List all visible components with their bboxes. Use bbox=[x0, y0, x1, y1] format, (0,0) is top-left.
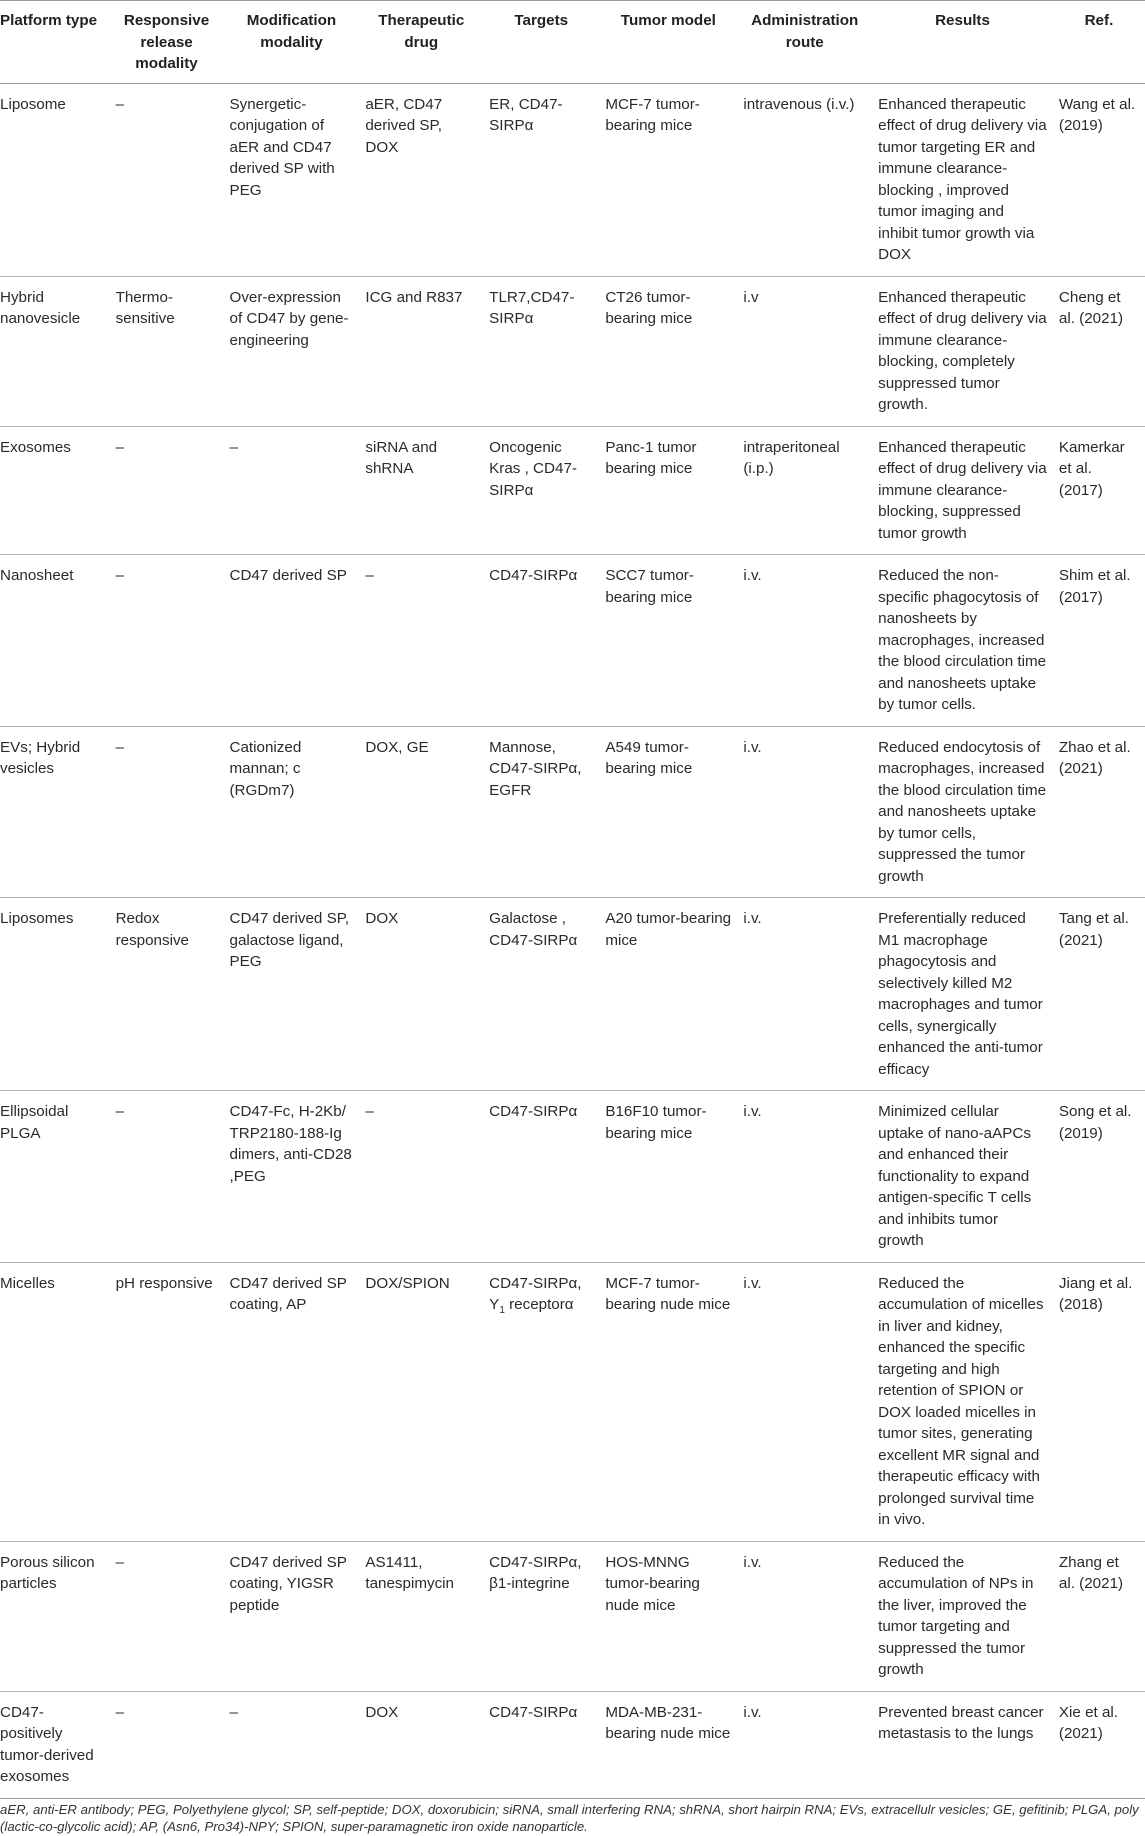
cell-modification: – bbox=[229, 1703, 238, 1721]
cell-model: SCC7 tumor-bearing mice bbox=[599, 555, 737, 727]
targets-text-suffix: receptorα bbox=[504, 1296, 574, 1313]
header-tumor-model: Tumor model bbox=[599, 1, 737, 84]
cell-results: Preferentially reduced M1 macrophage phagocytosis and selectively killed M2 macrophages and tumor cells, synergically enhanced the anti-tumor efficacy bbox=[872, 898, 1053, 1091]
cell-drug: – bbox=[359, 555, 483, 727]
cell-modification: CD47 derived SP, galactose ligand, PEG bbox=[224, 898, 360, 1091]
header-administration-route: Administration route bbox=[737, 1, 872, 84]
cell-route: intraperitoneal (i.p.) bbox=[737, 426, 872, 555]
cell-targets: CD47-SIRPα, β1-integrine bbox=[483, 1541, 599, 1691]
cell-release: – bbox=[115, 1703, 125, 1721]
cell-drug: aER, CD47 derived SP, DOX bbox=[359, 83, 483, 276]
cell-drug: AS1411, tanespimycin bbox=[359, 1541, 483, 1691]
cell-platform: EVs; Hybrid vesicles bbox=[0, 726, 110, 898]
cell-release: – bbox=[110, 426, 224, 555]
cell-modification: CD47-Fc, H-2Kb/ TRP2180-188-Ig dimers, anti-CD28 ,PEG bbox=[224, 1091, 360, 1263]
cell-platform: Liposomes bbox=[0, 898, 110, 1091]
cell-model: CT26 tumor-bearing mice bbox=[599, 276, 737, 426]
cell-platform: Micelles bbox=[0, 1262, 110, 1541]
cell-targets: Mannose, CD47-SIRPα, EGFR bbox=[483, 726, 599, 898]
table-header bbox=[0, 1, 1145, 84]
cell-route: i.v. bbox=[737, 898, 872, 1091]
cell-model: A549 tumor-bearing mice bbox=[599, 726, 737, 898]
header-release-modality: Responsive release modality bbox=[110, 1, 224, 84]
cell-platform: CD47-positively tumor-derived exosomes bbox=[0, 1703, 94, 1785]
cell-release: Redox responsive bbox=[110, 898, 224, 1091]
cell-route: i.v bbox=[737, 276, 872, 426]
header-targets: Targets bbox=[483, 1, 599, 84]
cell-release: – bbox=[110, 83, 224, 276]
cell-model: MCF-7 tumor-bearing nude mice bbox=[599, 1262, 737, 1541]
table-row bbox=[0, 555, 1145, 727]
cell-release: pH responsive bbox=[110, 1262, 224, 1541]
cell-platform: Exosomes bbox=[0, 426, 110, 555]
cell-targets bbox=[483, 1262, 599, 1541]
table-row bbox=[0, 426, 1145, 555]
cell-ref: Wang et al. (2019) bbox=[1053, 83, 1145, 276]
cell-route: i.v. bbox=[737, 726, 872, 898]
cell-platform: Nanosheet bbox=[0, 555, 110, 727]
table-row bbox=[0, 1691, 1145, 1798]
header-ref: Ref. bbox=[1053, 1, 1145, 84]
table-row bbox=[0, 898, 1145, 1091]
cell-ref: Kamerkar et al. (2017) bbox=[1053, 426, 1145, 555]
cell-targets: CD47-SIRPα bbox=[489, 1703, 578, 1721]
cell-drug: – bbox=[359, 1091, 483, 1263]
cell-model: MCF-7 tumor-bearing mice bbox=[599, 83, 737, 276]
cell-route: i.v. bbox=[737, 1091, 872, 1263]
cell-modification: CD47 derived SP bbox=[224, 555, 360, 727]
cell-ref: Shim et al. (2017) bbox=[1053, 555, 1145, 727]
table-body bbox=[0, 83, 1145, 1798]
cell-ref: Tang et al. (2021) bbox=[1053, 898, 1145, 1091]
cell-results: Enhanced therapeutic effect of drug delivery via immune clearance-blocking, suppressed tumor growth bbox=[872, 426, 1053, 555]
table-row bbox=[0, 276, 1145, 426]
cell-targets: ER, CD47-SIRPα bbox=[483, 83, 599, 276]
cell-targets: Galactose , CD47-SIRPα bbox=[483, 898, 599, 1091]
cell-platform: Ellipsoidal PLGA bbox=[0, 1091, 110, 1263]
header-platform-type: Platform type bbox=[0, 1, 110, 84]
targets-subscript: 1 bbox=[499, 1305, 505, 1317]
cell-release: – bbox=[110, 555, 224, 727]
cell-ref: Cheng et al. (2021) bbox=[1053, 276, 1145, 426]
cell-results: Prevented breast cancer metastasis to the lungs bbox=[878, 1703, 1044, 1742]
cell-ref: Xie et al. (2021) bbox=[1058, 1703, 1119, 1742]
table-footnote: aER, anti-ER antibody; PEG, Polyethylene glycol; SP, self-peptide; DOX, doxorubicin; siRNA, small interfering RNA; shRNA, short hairpin RNA; EVs, extracellulr vesicles; GE, gefitinib; PLGA, poly (lactic-co-glycolic acid); AP, (Asn6, Pro34)-NPY; SPION, super-paramagnetic iron oxide nanoparticle. bbox=[0, 1798, 1145, 1836]
cell-drug: DOX bbox=[365, 1703, 399, 1721]
cell-model: MDA-MB-231-bearing nude mice bbox=[605, 1703, 731, 1742]
cell-targets: CD47-SIRPα bbox=[483, 555, 599, 727]
cell-modification: CD47 derived SP coating, YIGSR peptide bbox=[224, 1541, 360, 1691]
cell-platform: Liposome bbox=[0, 83, 110, 276]
cell-release: – bbox=[110, 1091, 224, 1263]
cell-route: i.v. bbox=[737, 1262, 872, 1541]
table-row bbox=[0, 726, 1145, 898]
cell-route: i.v. bbox=[737, 555, 872, 727]
cell-ref: Zhao et al. (2021) bbox=[1053, 726, 1145, 898]
cell-modification: Synergetic-conjugation of aER and CD47 derived SP with PEG bbox=[224, 83, 360, 276]
cell-modification: Over-expression of CD47 by gene-engineering bbox=[224, 276, 360, 426]
cell-ref: Zhang et al. (2021) bbox=[1053, 1541, 1145, 1691]
cell-route: i.v. bbox=[743, 1703, 762, 1721]
table-row bbox=[0, 83, 1145, 276]
cell-results: Enhanced therapeutic effect of drug delivery via immune clearance-blocking, completely suppressed tumor growth. bbox=[872, 276, 1053, 426]
cell-drug: DOX, GE bbox=[359, 726, 483, 898]
table-row bbox=[0, 1541, 1145, 1691]
cell-drug: siRNA and shRNA bbox=[359, 426, 483, 555]
cell-route: i.v. bbox=[737, 1541, 872, 1691]
cell-results: Reduced the accumulation of micelles in liver and kidney, enhanced the specific targeting and high retention of SPION or DOX loaded micelles in tumor sites, generating excellent MR signal and therapeutic efficacy with prolonged survival time in vivo. bbox=[872, 1262, 1053, 1541]
header-row bbox=[0, 1, 1145, 84]
cell-results: Reduced the non-specific phagocytosis of nanosheets by macrophages, increased the blood circulation time and nanosheets uptake by tumor cells. bbox=[872, 555, 1053, 727]
cell-platform: Hybrid nanovesicle bbox=[0, 276, 110, 426]
cell-ref: Jiang et al. (2018) bbox=[1053, 1262, 1145, 1541]
cell-release: – bbox=[110, 726, 224, 898]
cell-targets: CD47-SIRPα bbox=[483, 1091, 599, 1263]
cell-route: intravenous (i.v.) bbox=[737, 83, 872, 276]
table-row bbox=[0, 1091, 1145, 1263]
cell-targets: TLR7,CD47-SIRPα bbox=[483, 276, 599, 426]
cell-model: B16F10 tumor-bearing mice bbox=[599, 1091, 737, 1263]
cell-drug: DOX/SPION bbox=[359, 1262, 483, 1541]
header-therapeutic-drug: Therapeutic drug bbox=[359, 1, 483, 84]
cell-model: HOS-MNNG tumor-bearing nude mice bbox=[599, 1541, 737, 1691]
header-results: Results bbox=[872, 1, 1053, 84]
cell-drug: DOX bbox=[359, 898, 483, 1091]
targets-text: CD47-SIRPα, Y bbox=[489, 1274, 582, 1313]
cell-drug: ICG and R837 bbox=[359, 276, 483, 426]
cell-results: Reduced endocytosis of macrophages, increased the blood circulation time and nanosheets uptake by tumor cells, suppressed the tumor growth bbox=[872, 726, 1053, 898]
cell-platform: Porous silicon particles bbox=[0, 1541, 110, 1691]
cell-model: Panc-1 tumor bearing mice bbox=[599, 426, 737, 555]
table-row bbox=[0, 1262, 1145, 1541]
cell-model: A20 tumor-bearing mice bbox=[599, 898, 737, 1091]
cell-release: – bbox=[110, 1541, 224, 1691]
header-modification-modality: Modification modality bbox=[224, 1, 360, 84]
cell-modification: CD47 derived SP coating, AP bbox=[224, 1262, 360, 1541]
cell-results: Reduced the accumulation of NPs in the liver, improved the tumor targeting and suppressed the tumor growth bbox=[872, 1541, 1053, 1691]
cell-targets: Oncogenic Kras , CD47-SIRPα bbox=[483, 426, 599, 555]
cell-results: Minimized cellular uptake of nano-aAPCs and enhanced their functionality to expand antigen-specific T cells and inhibits tumor growth bbox=[872, 1091, 1053, 1263]
cell-results: Enhanced therapeutic effect of drug delivery via tumor targeting ER and immune clearance-blocking , improved tumor imaging and inhibit tumor growth via DOX bbox=[872, 83, 1053, 276]
cell-ref: Song et al. (2019) bbox=[1053, 1091, 1145, 1263]
cell-modification: Cationized mannan; c (RGDm7) bbox=[224, 726, 360, 898]
cell-modification: – bbox=[224, 426, 360, 555]
cell-release: Thermo-sensitive bbox=[110, 276, 224, 426]
